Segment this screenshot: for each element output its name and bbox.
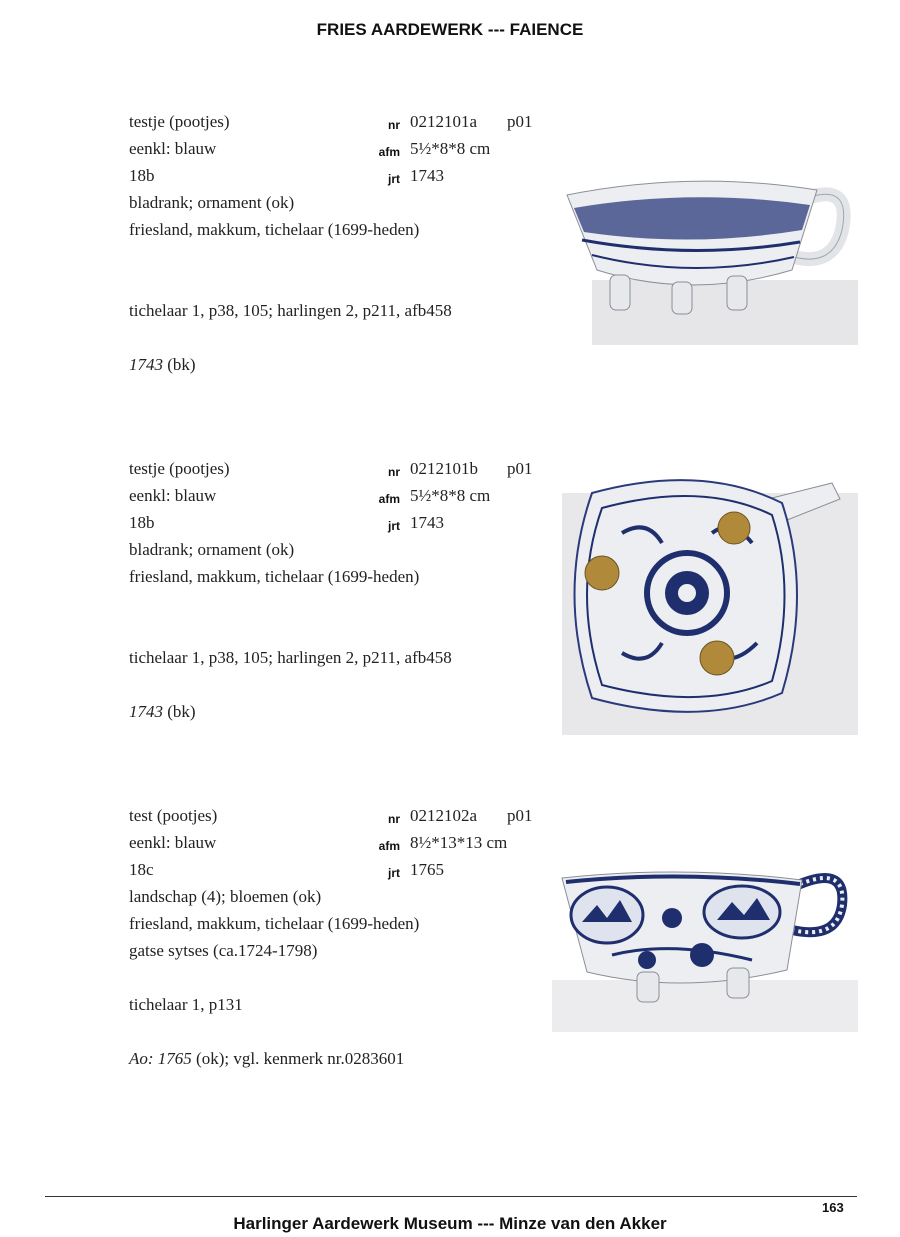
row-voorbeeld	[0, 274, 560, 300]
value-afm: 8½*13*13 cm	[410, 833, 508, 852]
row-kleur	[0, 833, 560, 859]
value-voorstelling: bladrank; ornament (ok)	[129, 193, 295, 212]
page-number: 163	[822, 1200, 844, 1215]
label-jrt: jrt	[388, 172, 400, 186]
row-voorstelling	[0, 887, 560, 913]
label-nr: nr	[388, 812, 400, 826]
row-datering	[0, 513, 560, 539]
value-fabrikaat: friesland, makkum, tichelaar (1699-heden)	[129, 567, 420, 586]
row-datering	[0, 860, 560, 886]
row-voorwerp	[0, 806, 560, 832]
row-kleur	[0, 486, 560, 512]
value-afm: 5½*8*8 cm	[410, 139, 491, 158]
row-voorstelling	[0, 193, 560, 219]
row-fabrikaat	[0, 914, 560, 940]
value-datering: 18b	[129, 166, 155, 185]
value-voorstelling: bladrank; ornament (ok)	[129, 540, 295, 559]
row-literatuur	[0, 301, 560, 327]
row-opschrift	[0, 702, 560, 728]
value-page-code: p01	[507, 459, 533, 478]
value-nr: 0212101a	[410, 112, 478, 131]
value-datering: 18c	[129, 860, 154, 879]
value-opschrift	[129, 1049, 404, 1069]
cup-bottom-view-icon	[552, 463, 858, 735]
row-opschrift	[0, 355, 560, 381]
value-literatuur: tichelaar 1, p38, 105; harlingen 2, p211, afb458	[129, 301, 452, 320]
opschrift-inscription: 1743	[129, 702, 163, 721]
row-fabrikaat	[0, 220, 560, 246]
label-nr: nr	[388, 465, 400, 479]
cup-side-view-icon	[552, 160, 858, 360]
row-voorwerp	[0, 112, 560, 138]
label-afm: afm	[378, 492, 400, 506]
value-kleur: eenkl: blauw	[129, 833, 217, 852]
value-literatuur: tichelaar 1, p38, 105; harlingen 2, p211, afb458	[129, 648, 452, 667]
row-opmerking	[0, 1022, 560, 1048]
value-nr: 0212101b	[410, 459, 478, 478]
value-page-code: p01	[507, 112, 533, 131]
label-afm: afm	[378, 839, 400, 853]
value-datering: 18b	[129, 513, 155, 532]
footer-divider	[45, 1196, 857, 1197]
value-nr: 0212102a	[410, 806, 478, 825]
label-jrt: jrt	[388, 866, 400, 880]
row-voorbeeld	[0, 621, 560, 647]
row-voorbeeld	[0, 968, 560, 994]
value-kleur: eenkl: blauw	[129, 486, 217, 505]
opschrift-note: (ok); vgl. kenmerk nr.0283601	[191, 1049, 405, 1068]
row-schilder	[0, 941, 560, 967]
footer-title: Harlinger Aardewerk Museum --- Minze van den Akker	[233, 1214, 667, 1233]
catalog-entry-2	[0, 459, 900, 739]
value-voorstelling: landschap (4); bloemen (ok)	[129, 887, 322, 906]
value-jrt: 1743	[410, 166, 444, 185]
row-literatuur	[0, 648, 560, 674]
row-opmerking	[0, 328, 560, 354]
value-page-code: p01	[507, 806, 533, 825]
row-kleur	[0, 139, 560, 165]
value-voorwerp: testje (pootjes)	[129, 112, 230, 131]
value-voorwerp: testje (pootjes)	[129, 459, 230, 478]
row-fabrikaat	[0, 567, 560, 593]
value-fabrikaat: friesland, makkum, tichelaar (1699-heden)	[129, 220, 420, 239]
row-opschrift	[0, 1049, 560, 1075]
row-opmerking	[0, 675, 560, 701]
label-jrt: jrt	[388, 519, 400, 533]
value-fabrikaat: friesland, makkum, tichelaar (1699-heden)	[129, 914, 420, 933]
opschrift-inscription: Ao: 1765	[129, 1049, 192, 1068]
opschrift-note: (bk)	[163, 355, 196, 374]
value-jrt: 1765	[410, 860, 444, 879]
row-schilder	[0, 594, 560, 620]
value-opschrift	[129, 355, 196, 375]
row-datering	[0, 166, 560, 192]
row-literatuur	[0, 995, 560, 1021]
row-voorwerp	[0, 459, 560, 485]
cup-side-view-landscape-icon	[552, 860, 858, 1032]
opschrift-note: (bk)	[163, 702, 196, 721]
catalog-entry-3	[0, 806, 900, 1086]
value-kleur: eenkl: blauw	[129, 139, 217, 158]
value-jrt: 1743	[410, 513, 444, 532]
value-voorwerp: test (pootjes)	[129, 806, 218, 825]
value-literatuur: tichelaar 1, p131	[129, 995, 243, 1014]
value-schilder: gatse sytses (ca.1724-1798)	[129, 941, 318, 960]
row-voorstelling	[0, 540, 560, 566]
label-nr: nr	[388, 118, 400, 132]
row-schilder	[0, 247, 560, 273]
opschrift-inscription: 1743	[129, 355, 163, 374]
page-header-title: FRIES AARDEWERK --- FAIENCE	[316, 20, 584, 39]
value-opschrift	[129, 702, 196, 722]
catalog-entry-1	[0, 112, 900, 392]
label-afm: afm	[378, 145, 400, 159]
value-afm: 5½*8*8 cm	[410, 486, 491, 505]
